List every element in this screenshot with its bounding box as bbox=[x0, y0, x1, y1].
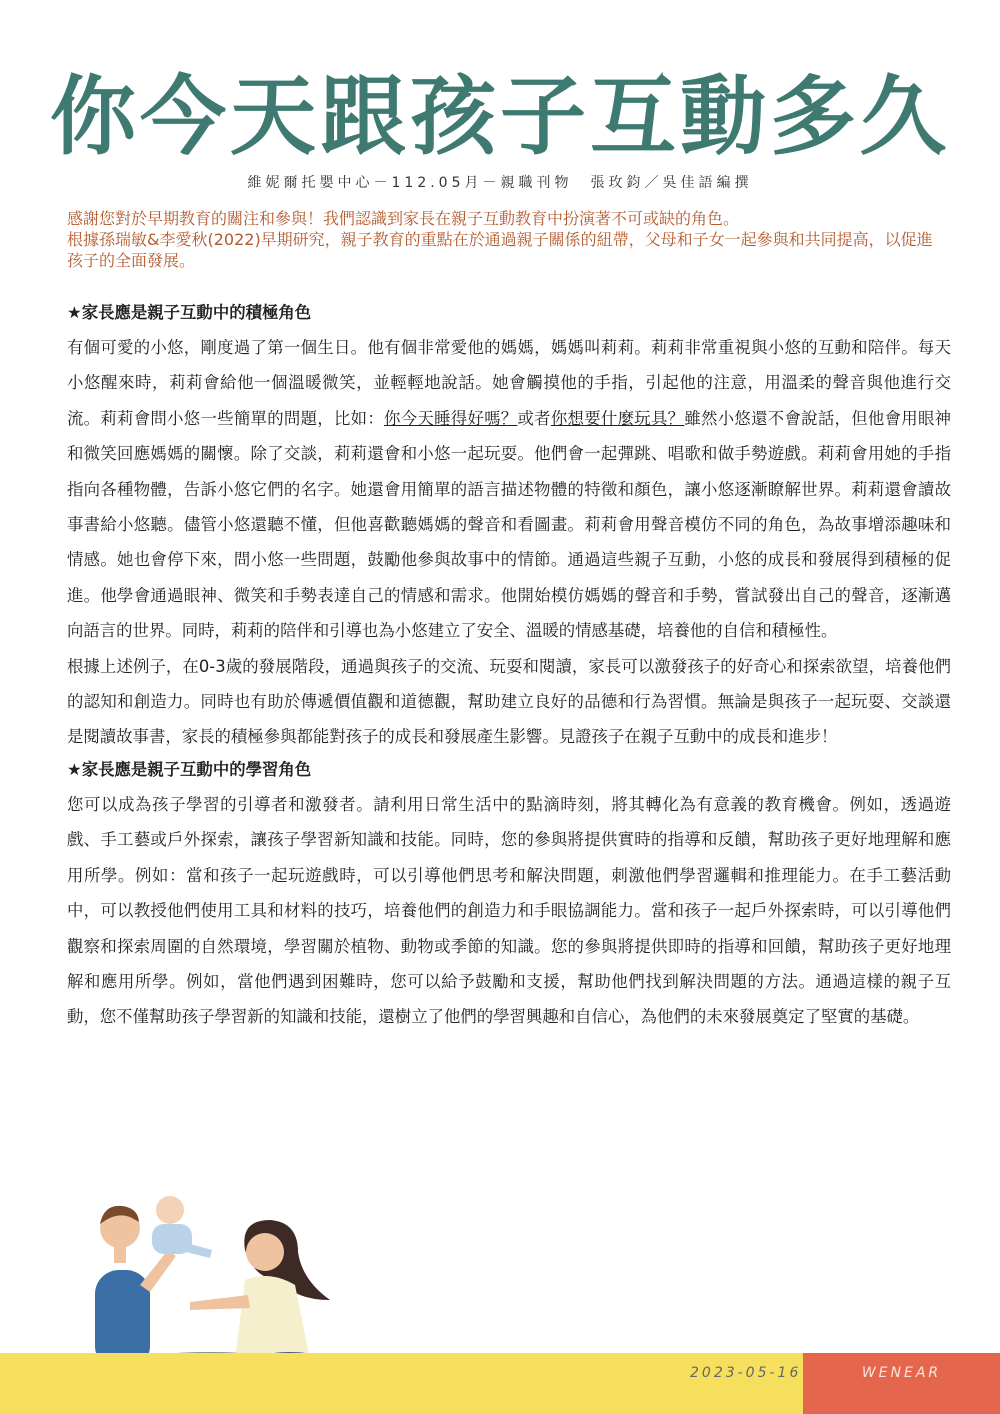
baby-leg bbox=[186, 1244, 212, 1258]
underlined-question-sleep: 你今天睡得好嗎？ bbox=[384, 408, 518, 428]
mother-arm bbox=[190, 1295, 250, 1310]
baby-head bbox=[156, 1196, 184, 1224]
section-heading-learning-role: ★家長應是親子互動中的學習角色 bbox=[67, 759, 312, 779]
underlined-question-toy: 你想要什麼玩具？ bbox=[550, 408, 685, 428]
baby-body bbox=[152, 1224, 192, 1254]
learning-paragraph: 您可以成為孩子學習的引導者和激發者。請利用日常生活中的點滴時刻，將其轉化為有意義的教育機會。例如，透過遊戲、手工藝或戶外探索，讓孩子學習新知識和技能。同時，您的參與將提供實時的指導和反饋，幫助孩子更好地理解和應用所學。例如：當和孩子一起玩遊戲時，可以引導他們思考和解決問題，刺激他們學習邏輯和推理能力。在手工藝活動中，可以教授他們使用工具和材料的技巧，培養他們的創造力和手眼協調能力。當和孩子一起戶外探索時，可以引導他們觀察和探索周圍的自然環境，學習關於植物、動物或季節的知識。您的參與將提供即時的指導和回饋，幫助孩子更好地理解和應用所學。例如，當他們遇到困難時，您可以給予鼓勵和支援，幫助他們找到解決問題的方法。通過這樣的親子互動，您不僅幫助孩子學習新的知識和技能，還樹立了他們的學習興趣和自信心，為他們的未來發展奠定了堅實的基礎。 bbox=[67, 794, 951, 1027]
father-neck bbox=[114, 1245, 126, 1263]
footer-date: 2023-05-16 bbox=[690, 1365, 802, 1381]
page-subtitle: 維妮爾托嬰中心－112.05月－親職刊物 張玫鈞／吳佳語編撰 bbox=[247, 175, 753, 191]
intro-line-2: 根據孫瑞敏&李愛秋(2022)早期研究，親子教育的重點在於通過親子關係的紐帶，父母和子女一起參與和共同提高，以促進孩子的全面發展。 bbox=[67, 230, 933, 270]
article-body bbox=[67, 298, 951, 1035]
footer-brand: WENEAR bbox=[861, 1365, 942, 1381]
footer-yellow-band bbox=[0, 1353, 803, 1414]
story-connector: 或者 bbox=[517, 408, 551, 428]
mother-head bbox=[246, 1233, 284, 1271]
footer-red-band bbox=[803, 1353, 1000, 1414]
father-arm bbox=[140, 1250, 176, 1292]
intro-line-1: 感謝您對於早期教育的關注和參與！我們認識到家長在親子互動教育中扮演著不可或缺的角色。 bbox=[67, 209, 740, 228]
story-text-start: 有個可愛的小悠，剛度過了第一個生日。他有個非常愛他的媽媽，媽媽叫莉莉。莉莉非常重視與小悠的互動和陪伴。每天小悠醒來時，莉莉會給他一個溫暖微笑，並輕輕地說話。她會觸摸他的手指，引起他的注意，用溫柔的聲音與他進行交流。莉莉會問小悠一些簡單的問題，比如： bbox=[67, 338, 951, 428]
story-text-end: 雖然小悠還不會說話，但他會用眼神和微笑回應媽媽的關懷。除了交談，莉莉還會和小悠一起玩耍。他們會一起彈跳、唱歌和做手勢遊戲。莉莉會用她的手指指向各種物體，告訴小悠它們的名字。她還會用簡單的語言描述物體的特徵和顏色，讓小悠逐漸瞭解世界。莉莉還會讀故事書給小悠聽。儘管小悠還聽不懂，但他喜歡聽媽媽的聲音和看圖畫。莉莉會用聲音模仿不同的角色，為故事增添趣味和情感。她也會停下來，問小悠一些問題，鼓勵他參與故事中的情節。通過這些親子互動，小悠的成長和發展得到積極的促進。他學會通過眼神、微笑和手勢表達自己的情感和需求。他開始模仿媽媽的聲音和手勢，嘗試發出自己的聲音，逐漸邁向語言的世界。同時，莉莉的陪伴和引導也為小悠建立了安全、溫暖的情感基礎，培養他的自信和積極性。 bbox=[67, 408, 952, 641]
summary-paragraph: 根據上述例子，在0-3歲的發展階段，通過與孩子的交流、玩耍和閱讀，家長可以激發孩子的好奇心和探索欲望，培養他們的認知和創造力。同時也有助於傳遞價值觀和道德觀，幫助建立良好的品德和行為習慣。無論是與孩子一起玩耍、交談還是閱讀故事書，家長的積極參與都能對孩子的成長和發展產生影響。見證孩子在親子互動中的成長和進步！ bbox=[67, 656, 951, 747]
section-heading-active-role: ★家長應是親子互動中的積極角色 bbox=[67, 303, 312, 322]
intro-block bbox=[67, 208, 947, 271]
story-paragraph bbox=[67, 330, 951, 649]
page-title: 你今天跟孩子互動多久 bbox=[50, 67, 950, 167]
